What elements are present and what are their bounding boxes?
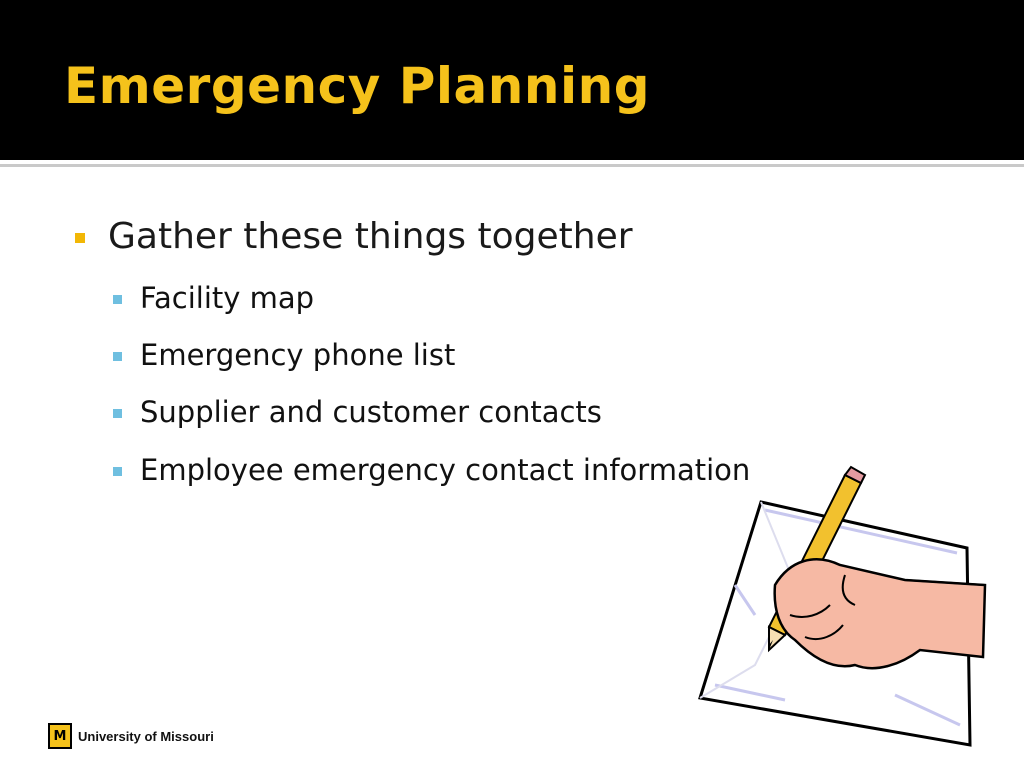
sub-bullet-text: Employee emergency contact information [140, 453, 751, 487]
bullet-marker-icon [75, 233, 85, 243]
sub-bullet-text: Emergency phone list [140, 338, 456, 372]
sub-bullet-item [140, 392, 602, 432]
institution-name: University of Missouri [78, 728, 214, 744]
logo-mark-text: M [53, 728, 67, 744]
bullet-item-main [108, 212, 633, 262]
sub-bullet-marker-icon [113, 409, 122, 418]
header-divider [0, 160, 1024, 162]
bullet-text: Gather these things together [108, 216, 633, 257]
footer-logo [48, 722, 214, 750]
sub-bullet-item [140, 450, 750, 490]
sub-bullet-text: Facility map [140, 281, 315, 315]
sub-bullet-item [140, 335, 455, 375]
slide-title: Emergency Planning [64, 57, 651, 115]
sub-bullet-text: Supplier and customer contacts [140, 395, 602, 429]
sub-bullet-marker-icon [113, 467, 122, 476]
sub-bullet-marker-icon [113, 352, 122, 361]
mizzou-logo-icon [48, 723, 72, 749]
sub-bullet-marker-icon [113, 295, 122, 304]
sub-bullet-item [140, 278, 314, 318]
hand-writing-with-pencil-icon [695, 465, 990, 750]
header-divider-shadow [0, 164, 1024, 167]
title-band [0, 0, 1024, 160]
